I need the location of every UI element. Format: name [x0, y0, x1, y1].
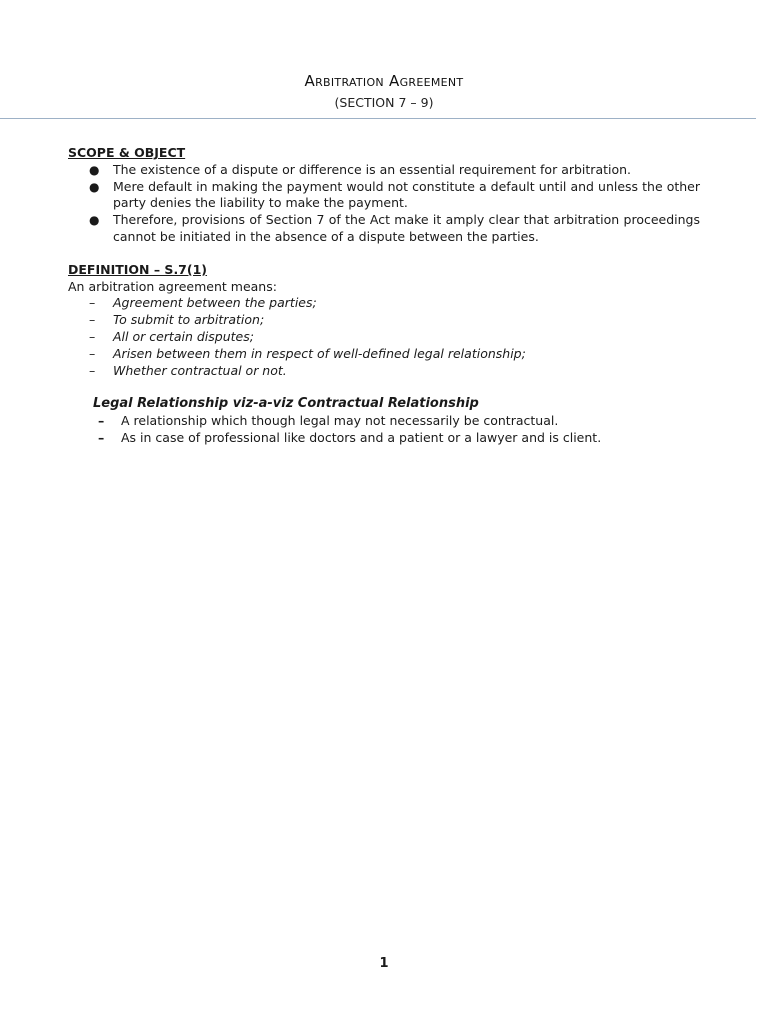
dash-icon: –: [89, 312, 96, 328]
list-item-text: Agreement between the parties;: [113, 295, 317, 311]
definition-intro: An arbitration agreement means:: [68, 278, 277, 294]
list-item: [68, 363, 700, 380]
dash-icon: –: [89, 345, 96, 361]
page-number: 1: [379, 956, 389, 971]
list-item: [68, 312, 700, 329]
list-item-text: As in case of professional like doctors and a patient or a lawyer and is client.: [121, 429, 602, 445]
dash-icon: –: [98, 429, 105, 445]
list-item: [68, 162, 700, 179]
list-item-text: Whether contractual or not.: [113, 362, 287, 378]
document-title: Arbitration Agreement: [304, 72, 464, 90]
dash-icon: –: [89, 295, 96, 311]
list-item: [68, 413, 700, 430]
list-item-text: To submit to arbitration;: [113, 312, 265, 328]
document-body: [68, 145, 700, 447]
bullet-icon: ●: [89, 162, 100, 177]
dash-icon: –: [89, 328, 96, 344]
list-item-text: A relationship which though legal may not necessarily be contractual.: [121, 413, 559, 429]
scope-bullet-list: [68, 162, 700, 246]
list-item-text: Arisen between them in respect of well-defined legal relationship;: [113, 345, 526, 361]
list-item: [68, 179, 700, 213]
scope-heading: SCOPE & OBJECT: [68, 145, 186, 160]
legal-relationship-heading: Legal Relationship viz-a-viz Contractual Relationship: [93, 396, 479, 412]
list-item-text: Therefore, provisions of Section 7 of the Act make it amply clear that arbitration proceedings cannot be initiated in the absence of a dispute between the parties.: [113, 212, 700, 244]
legal-relationship-list: [68, 413, 700, 447]
list-item-text: All or certain disputes;: [113, 328, 254, 344]
dash-icon: –: [98, 413, 105, 429]
definition-list: [68, 295, 700, 379]
list-item-text: Mere default in making the payment would not constitute a default until and unless the other party denies the liability to make the payment.: [113, 178, 700, 211]
list-item: [68, 430, 700, 447]
bullet-icon: ●: [89, 213, 100, 228]
list-item-text: The existence of a dispute or difference is an essential requirement for arbitration.: [113, 161, 632, 177]
list-item: [68, 212, 700, 246]
document-subtitle: (SECTION 7 – 9): [334, 95, 434, 110]
list-item: [68, 346, 700, 363]
list-item: [68, 329, 700, 346]
list-item: [68, 295, 700, 312]
header-divider: [0, 118, 756, 119]
bullet-icon: ●: [89, 179, 100, 194]
dash-icon: –: [89, 362, 96, 378]
definition-heading: DEFINITION – S.7(1): [68, 261, 208, 277]
